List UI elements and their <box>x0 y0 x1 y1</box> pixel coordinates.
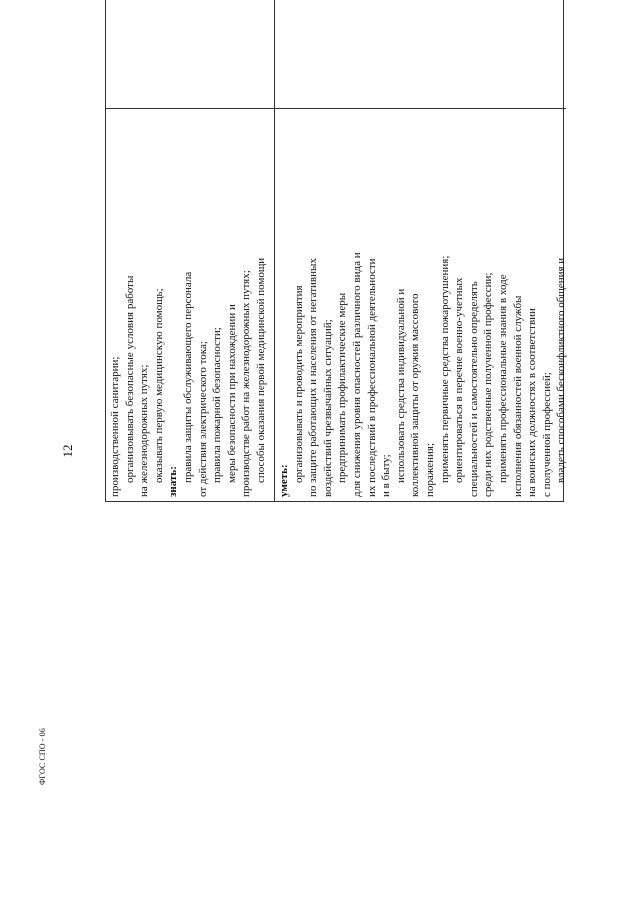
content-line: производстве работ на железнодорожных путях; <box>240 270 253 497</box>
content-line: воздействий чрезвычайных ситуаций; <box>321 319 334 497</box>
competency-table <box>105 0 568 502</box>
section-label: знать: <box>167 466 180 497</box>
table-row <box>274 0 566 501</box>
content-line: по защите работающих и населения от негативных <box>307 258 320 497</box>
table-row <box>106 0 274 501</box>
content-line: применять профессиональные знания в ходе <box>496 274 509 483</box>
content-line: от действия электрического тока; <box>196 341 209 497</box>
content-line: предпринимать профилактические меры <box>336 292 349 483</box>
content-line: для снижения уровня опасностей различного вида и <box>350 252 363 497</box>
content-line: меры безопасности при нахождении и <box>225 304 238 483</box>
page-number: 12 <box>60 444 75 458</box>
knowledge-skills-cell <box>275 109 566 501</box>
hours-max-cell <box>106 0 274 109</box>
content-line: владеть способами бесконфликтного общения и <box>555 257 568 483</box>
content-line: с полученной профессией; <box>540 372 553 497</box>
content-line: на железнодорожных путях; <box>138 364 151 497</box>
content-line: организовывать и проводить мероприятия <box>292 285 305 483</box>
content-line: применять первичные средства пожаротушения; <box>438 255 451 483</box>
content-line: среди них родственные полученной профессии; <box>482 272 495 497</box>
content-line: оказывать первую медицинскую помощь; <box>152 288 165 483</box>
content-line: использовать средства индивидуальной и <box>394 288 407 483</box>
content-line: на воинских должностях в соответствии <box>526 308 539 497</box>
footer-code: ФГОС СПО - 06 <box>38 728 47 785</box>
content-line: правила защиты обслуживающего персонала <box>181 271 194 483</box>
content-line: исполнения обязанностей военной службы <box>511 295 524 497</box>
content-line: правила пожарной безопасности; <box>211 327 224 483</box>
content-line: специальностей и самостоятельно определять <box>467 281 480 497</box>
content-line: ориентироваться в перечне военно-учетных <box>453 277 466 483</box>
content-line: их последствий в профессиональной деятельности <box>365 258 378 497</box>
knowledge-skills-cell <box>106 109 274 501</box>
content-line: производственной санитарии; <box>109 356 121 497</box>
content-line: поражения; <box>423 443 436 497</box>
content-line: коллективной защиты от оружия массового <box>409 293 422 497</box>
content-line: и в быту; <box>380 454 393 497</box>
hours-max-cell <box>275 0 566 109</box>
section-label: уметь: <box>278 464 290 497</box>
content-line: способы оказания первой медицинской помощи <box>254 257 267 483</box>
content-line: организовывать безопасные условия работы <box>123 275 136 483</box>
